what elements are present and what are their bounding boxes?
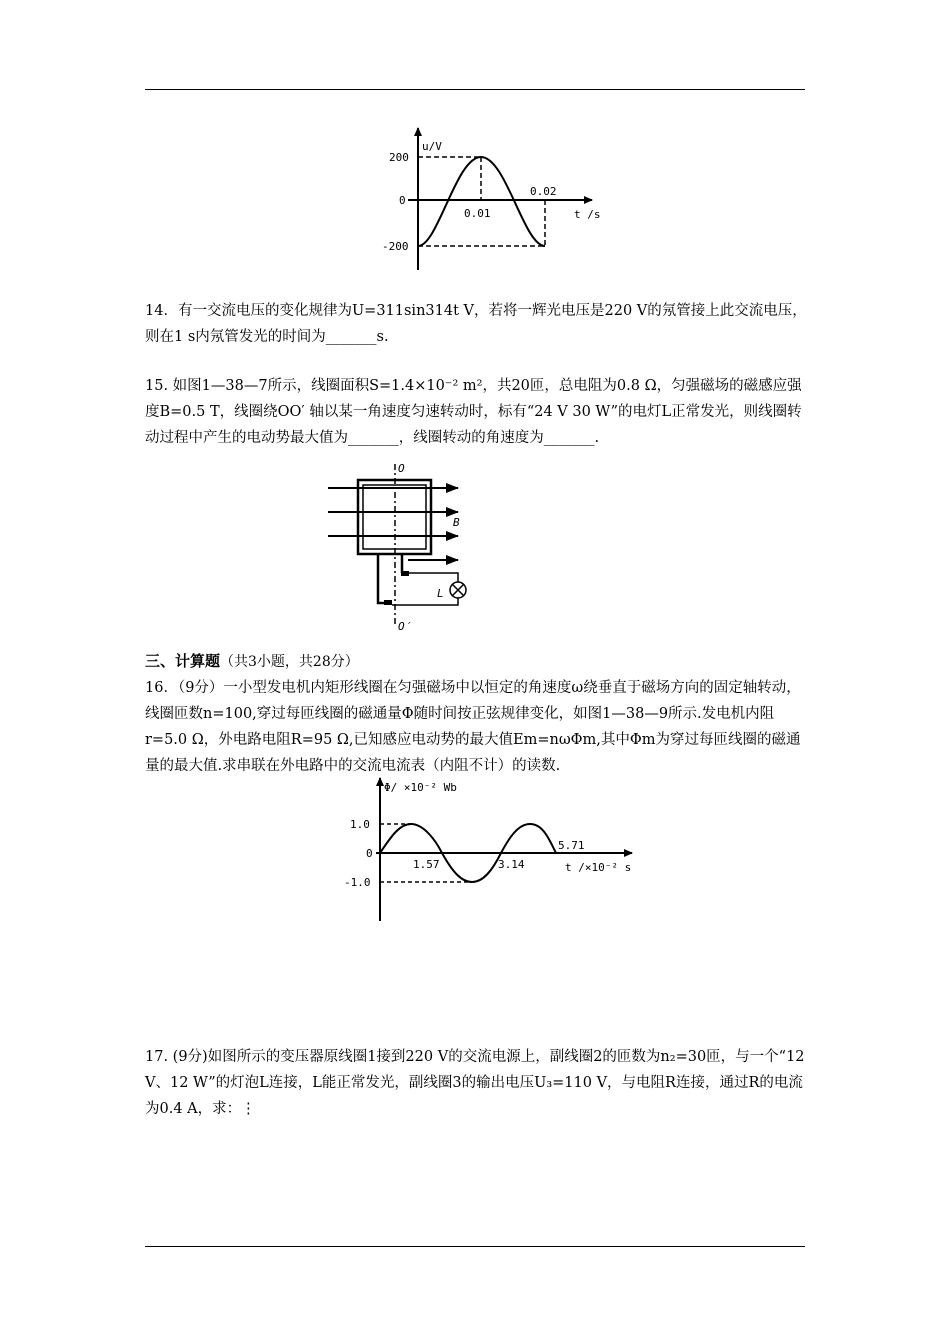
wire-top [409,573,458,582]
flux-time-graph [340,775,640,923]
label-O-prime: O′ [398,620,412,633]
question-17: 17. (9分)如图所示的变压器原线圈1接到220 V的交流电源上，副线圈2的匝数为n₂=30匝，与一个“12 V、12 W”的灯泡L连接，L能正常发光，副线圈3的输出电压U₃=110 V，与电阻R连接，通过R的电流为0.4 A，求：⋮ [145,1049,805,1117]
label-L: L [437,587,444,600]
tick-002: 0.02 [530,185,557,198]
wire-bottom [392,598,458,605]
voltage-time-graph [378,122,608,274]
lead-left [378,554,392,603]
tick-5-71: 5.71 [558,839,585,852]
tick-200: 200 [389,151,409,164]
x-axis-label: t /×10⁻² s [565,861,632,874]
tick-3-14: 3.14 [498,858,525,871]
question-15: 15. 如图1—38—7所示，线圈面积S=1.4×10⁻² m²，共20匝，总电阻为0.8 Ω，匀强磁场的磁感应强度B=0.5 T，线圈绕OO′ 轴以某一角速度匀速转动时，标有“24 V 30 W”的电灯L正常发光，则线圈转动过程中产生的电动势最大值为_______，线圈转动的角速度为_______. [145,378,802,446]
y-axis-label: Φ/ ×10⁻² Wb [384,781,457,794]
voltage-curve [418,157,545,246]
section-3-heading [145,650,359,673]
x-axis-label: t /s [574,208,601,221]
tick-1-57: 1.57 [413,858,440,871]
tick-0: 0 [399,194,406,207]
tick-1-0: 1.0 [350,818,370,831]
label-B: B [453,516,460,529]
coil-in-field-figure [322,460,472,635]
y-axis-label: u/V [422,140,442,153]
brush-1 [384,600,392,605]
question-16: 16．（9分）一小型发电机内矩形线圈在匀强磁场中以恒定的角速度ω绕垂直于磁场方向的固定轴转动，线圈匝数n=100,穿过每匝线圈的磁通量Φ随时间按正弦规律变化，如图1—38—9所示.发电机内阻r=5.0 Ω，外电路电阻R=95 Ω,已知感应电动势的最大值Em=nωΦm,其中Φm为穿过每匝线圈的磁通量的最大值.求串联在外电路中的交流电流表（内阻不计）的读数. [145,680,801,774]
tick-001: 0.01 [464,207,491,220]
section-3-note: （共3小题，共28分） [220,654,359,670]
question-14: 14．有一交流电压的变化规律为U=311sin314t V，若将一辉光电压是220 V的氖管接上此交流电压，则在1 s内氖管发光的时间为_______s. [145,303,807,345]
section-3-title: 三、计算题 [145,652,221,670]
brush-2 [401,571,409,576]
tick-minus-200: -200 [382,240,409,253]
header-rule [145,89,805,90]
tick-0: 0 [366,847,373,860]
label-O: O [398,462,405,475]
tick-minus-1-0: -1.0 [344,876,371,889]
footer-rule [145,1246,805,1247]
